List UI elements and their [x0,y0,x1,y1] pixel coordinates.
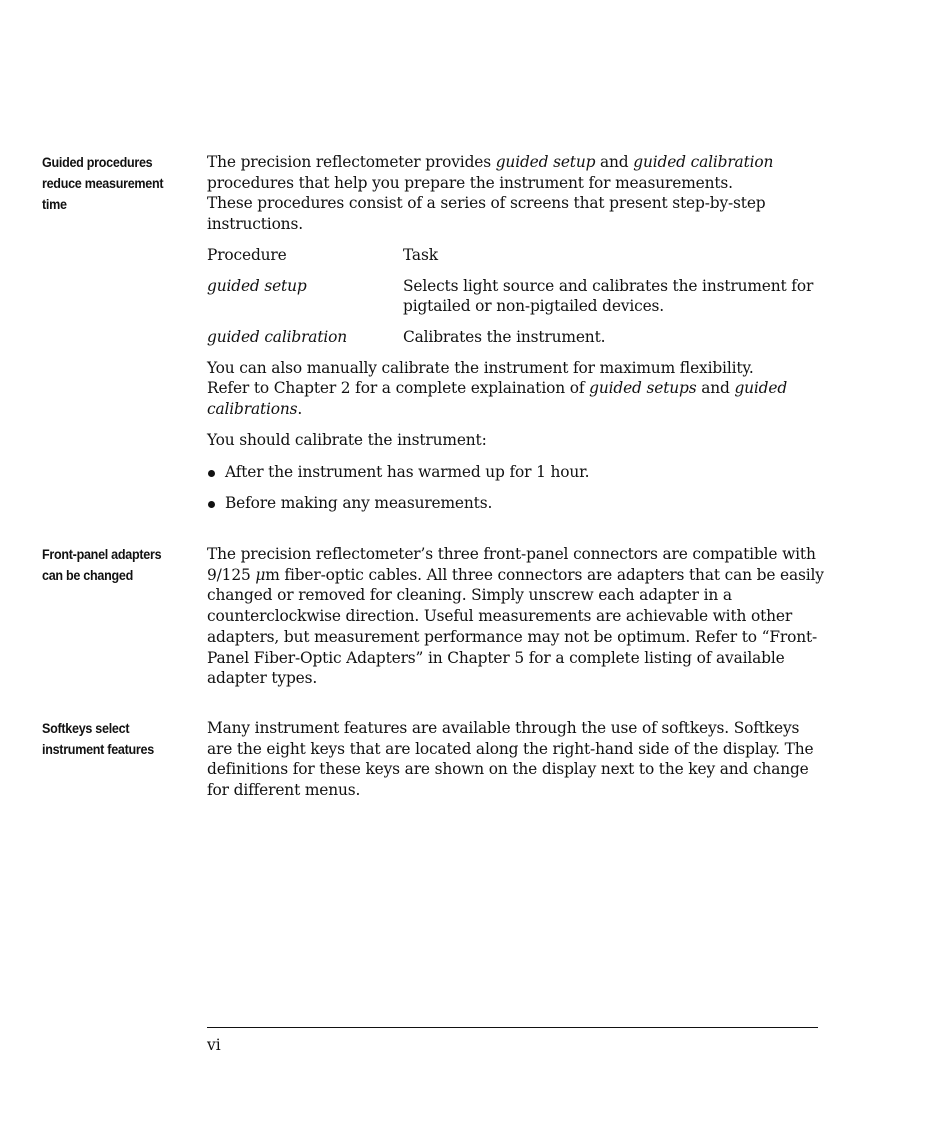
emphasis: guided setups [589,379,697,398]
table-row [207,327,827,348]
column-header-procedure: Procedure [207,245,287,264]
footer-rule [207,1027,818,1028]
bullet-icon [207,462,225,483]
emphasis: guided setup [495,153,596,171]
list-item-text: After the instrument has warmed up for 1 hour. [225,463,590,482]
text-run: Refer to Chapter 2 for a complete explaination of [207,379,590,398]
text-run: and [696,379,735,398]
heading-line: can be changed [42,568,133,583]
calibrate-lead: You should calibrate the instrument: [207,430,487,449]
manual-paragraph-2 [207,378,827,419]
text-run: . [297,400,303,419]
bullet-icon [207,493,225,514]
manual-paragraph: You can also manually calibrate the instrument for maximum flexibility. [207,358,754,377]
heading-line: reduce measurement [42,176,164,191]
section-body [207,718,827,801]
procedure-cell [207,327,403,348]
emphasis: guided calibration [633,153,774,171]
heading-line: time [42,197,67,212]
list-item-text: Before making any measurements. [225,494,493,513]
text-run: and [595,153,634,171]
procedure-table [207,245,827,348]
heading-line: Guided procedures [42,155,153,170]
list-item [207,462,827,483]
section-body [207,544,827,689]
section-body [207,152,827,514]
task-cell: Selects light source and calibrates the instrument for pigtailed or non-pigtailed devices. [403,276,814,316]
emphasis: guided calibrations [207,379,788,419]
margin-heading [42,718,182,760]
text-run: m fiber-optic cables. All three connectors are adapters that can be easily changed or removed for cleaning. Simply unscrew each adapter in a counterclockwise direction. Useful measurements are achievable with other adapters, but measurement performance may not be optimum. Refer to “Front-Panel Fiber-Optic Adapters” in Chapter 5 for a complete listing of available adapter types. [207,565,824,688]
task-cell: Calibrates the instrument. [403,327,606,346]
intro-paragraph-2: These procedures consist of a series of screens that present step-by-step instructions. [207,194,766,234]
margin-heading [42,152,182,215]
list-item [207,493,827,514]
table-row [207,276,827,317]
column-header-task: Task [403,245,438,264]
procedure-name: guided setup [207,276,307,295]
procedure-cell [207,276,403,317]
margin-heading [42,544,182,586]
heading-line: instrument features [42,742,154,757]
procedure-name: guided calibration [207,327,348,346]
text-run: procedures that help you prepare the instrument for measurements. [207,173,733,192]
softkeys-paragraph: Many instrument features are available through the use of softkeys. Softkeys are the eight keys that are located along the right-hand side of the display. The definitions for these keys are shown on the display next to the key and change for different menus. [207,719,814,800]
page-number: vi [207,1036,221,1054]
intro-paragraph [207,152,827,193]
table-header-row [207,245,827,266]
adapters-paragraph [207,544,827,689]
heading-line: Front-panel adapters [42,547,162,562]
text-run: The precision reflectometer provides [207,153,496,171]
mu-symbol: μ [255,565,266,584]
text-run: The precision reflectometer’s three front-panel connectors are compatible with 9/125 [207,545,816,584]
heading-line: Softkeys select [42,721,130,736]
